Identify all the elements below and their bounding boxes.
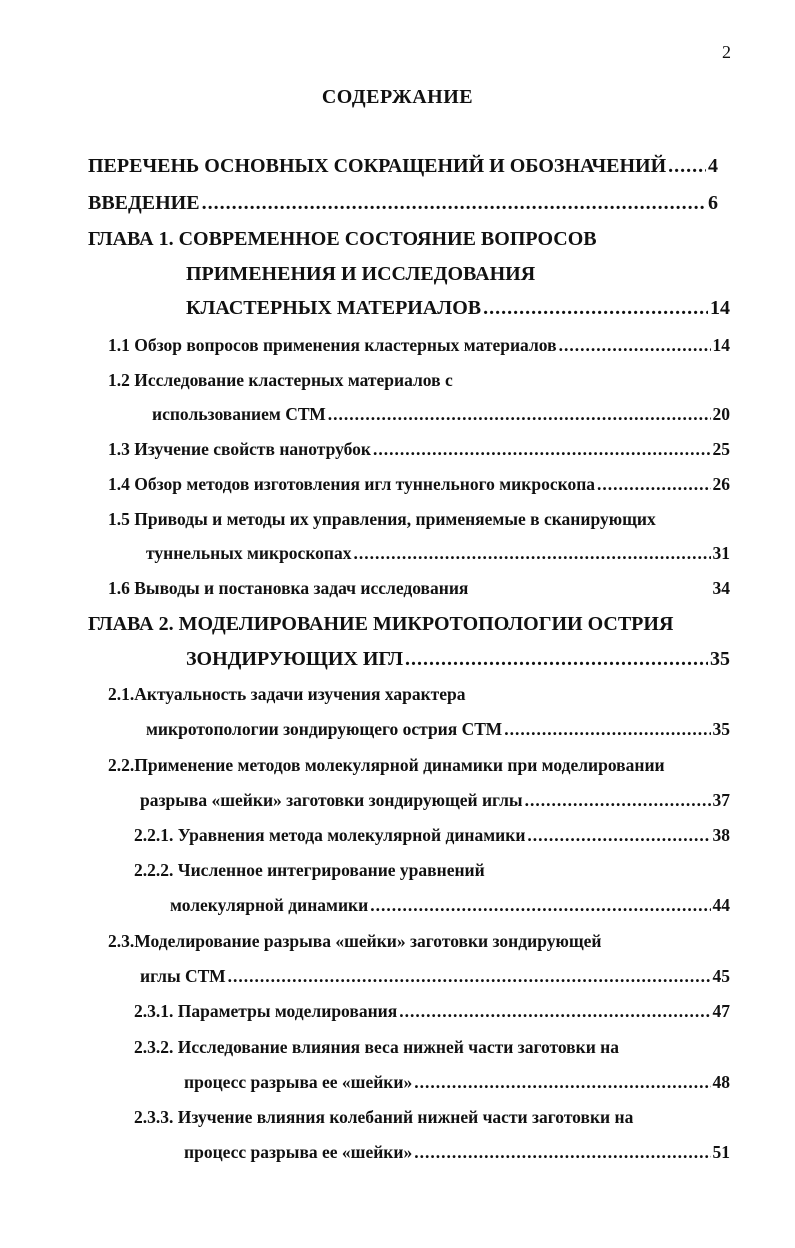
toc-entry <box>108 578 730 599</box>
toc-entry-text: молекулярной динамики <box>170 895 369 915</box>
toc-entry-page: 45 <box>712 966 730 986</box>
toc-entry-text: 2.2.1. Уравнения метода молекулярной динамики <box>134 825 526 845</box>
toc-entry-line <box>108 684 730 705</box>
toc-entry-text: ПЕРЕЧЕНЬ ОСНОВНЫХ СОКРАЩЕНИЙ И ОБОЗНАЧЕНИЙ <box>88 155 667 177</box>
leader-dots <box>202 192 706 215</box>
leader-dots <box>414 1072 710 1093</box>
toc-entry-line <box>108 931 730 952</box>
leader-dots <box>405 648 708 671</box>
toc-entry-line <box>108 370 730 391</box>
toc-entry <box>186 297 730 320</box>
toc-entry-page: 35 <box>712 719 730 739</box>
leader-dots <box>527 825 710 846</box>
page-title: СОДЕРЖАНИЕ <box>321 86 474 108</box>
toc-entry-text: 2.3.1. Параметры моделирования <box>134 1001 398 1021</box>
toc-entry-text: 2.3.3. Изучение влияния колебаний нижней части заготовки на <box>134 1107 634 1127</box>
leader-dots <box>597 474 710 495</box>
toc-entry-page: 26 <box>712 474 730 494</box>
toc-entry <box>108 335 730 356</box>
leader-dots <box>483 297 708 320</box>
toc-entry-page: 14 <box>712 335 730 355</box>
toc-entry <box>140 790 730 811</box>
leader-dots <box>559 335 711 356</box>
toc-entry-line <box>88 228 718 251</box>
leader-dots <box>668 155 706 178</box>
leader-dots <box>414 1142 710 1163</box>
toc-entry-text: процесс разрыва ее «шейки» <box>184 1142 413 1162</box>
toc-entry-page: 6 <box>708 192 718 214</box>
toc-entry-line <box>186 263 718 286</box>
toc-entry-line <box>134 1037 730 1058</box>
toc-entry-text: использованием СТМ <box>152 404 326 424</box>
toc-entry-text: 1.3 Изучение свойств нанотрубок <box>108 439 371 459</box>
toc-entry-page: 25 <box>712 439 730 459</box>
toc-entry <box>134 1001 730 1022</box>
toc-entry-page: 34 <box>712 578 730 598</box>
toc-entry <box>152 404 730 425</box>
toc-entry-text: туннельных микроскопах <box>146 543 352 563</box>
toc-entry-line <box>88 613 730 636</box>
toc-entry-text: 2.2.Применение методов молекулярной динамики при моделировании <box>108 755 665 775</box>
toc-entry-text: ГЛАВА 2. МОДЕЛИРОВАНИЕ МИКРОТОПОЛОГИИ ОСТРИЯ <box>88 613 674 635</box>
page-number: 2 <box>722 42 731 62</box>
leader-dots <box>525 790 711 811</box>
leader-dots <box>328 404 711 425</box>
toc-entry-page: 4 <box>708 155 718 177</box>
toc-entry-page: 20 <box>712 404 730 424</box>
leader-dots <box>354 543 711 564</box>
toc-entry <box>134 825 730 846</box>
toc-entry <box>184 1142 730 1163</box>
leader-dots <box>228 966 711 987</box>
leader-dots <box>370 895 710 916</box>
toc-entry-text: 1.4 Обзор методов изготовления игл туннельного микроскопа <box>108 474 596 494</box>
toc-entry-line <box>134 860 730 881</box>
toc-entry-page: 31 <box>712 543 730 563</box>
toc-entry-page: 48 <box>712 1072 730 1092</box>
toc-entry-text: ВВЕДЕНИЕ <box>88 192 200 214</box>
toc-entry-line <box>108 755 748 776</box>
toc-entry-text: ЗОНДИРУЮЩИХ ИГЛ <box>186 648 404 670</box>
toc-entry-text: 2.3.2. Исследование влияния веса нижней части заготовки на <box>134 1037 619 1057</box>
toc-entry-text: процесс разрыва ее «шейки» <box>184 1072 413 1092</box>
toc-entry-text: 2.3.Моделирование разрыва «шейки» заготовки зондирующей <box>108 931 602 951</box>
toc-entry-page: 35 <box>710 648 730 670</box>
toc-entry-line <box>108 509 730 530</box>
toc-entry <box>108 474 730 495</box>
toc-entry-text: разрыва «шейки» заготовки зондирующей иглы <box>140 790 523 810</box>
toc-entry-text: 2.1.Актуальность задачи изучения характера <box>108 684 466 704</box>
toc-entry <box>184 1072 730 1093</box>
toc-entry <box>146 543 730 564</box>
toc-entry <box>88 155 718 178</box>
leader-dots <box>399 1001 710 1022</box>
toc-entry-text: 1.2 Исследование кластерных материалов с <box>108 370 453 390</box>
toc-entry-text: 1.1 Обзор вопросов применения кластерных материалов <box>108 335 557 355</box>
toc-entry-text: КЛАСТЕРНЫХ МАТЕРИАЛОВ <box>186 297 482 319</box>
toc-entry-text: ПРИМЕНЕНИЯ И ИССЛЕДОВАНИЯ <box>186 263 536 285</box>
toc-entry-page: 47 <box>712 1001 730 1021</box>
toc-entry <box>186 648 730 671</box>
toc-entry-text: 1.6 Выводы и постановка задач исследования <box>108 578 469 598</box>
toc-entry-page: 38 <box>712 825 730 845</box>
toc-entry <box>170 895 730 916</box>
toc-entry-page: 37 <box>712 790 730 810</box>
toc-entry <box>108 439 730 460</box>
toc-entry-page: 44 <box>712 895 730 915</box>
toc-entry <box>140 966 730 987</box>
toc-entry-text: микротопологии зондирующего острия СТМ <box>146 719 503 739</box>
toc-entry-page: 51 <box>712 1142 730 1162</box>
toc-entry-text: иглы СТМ <box>140 966 226 986</box>
toc-entry <box>146 719 730 740</box>
toc-entry-page: 14 <box>710 297 730 319</box>
toc-entry-text: ГЛАВА 1. СОВРЕМЕННОЕ СОСТОЯНИЕ ВОПРОСОВ <box>88 228 597 250</box>
toc-entry-text: 1.5 Приводы и методы их управления, применяемые в сканирующих <box>108 509 656 529</box>
leader-dots <box>504 719 710 740</box>
toc-entry-line <box>134 1107 730 1128</box>
leader-dots <box>373 439 711 460</box>
toc-entry-text: 2.2.2. Численное интегрирование уравнений <box>134 860 485 880</box>
toc-entry <box>88 192 718 215</box>
